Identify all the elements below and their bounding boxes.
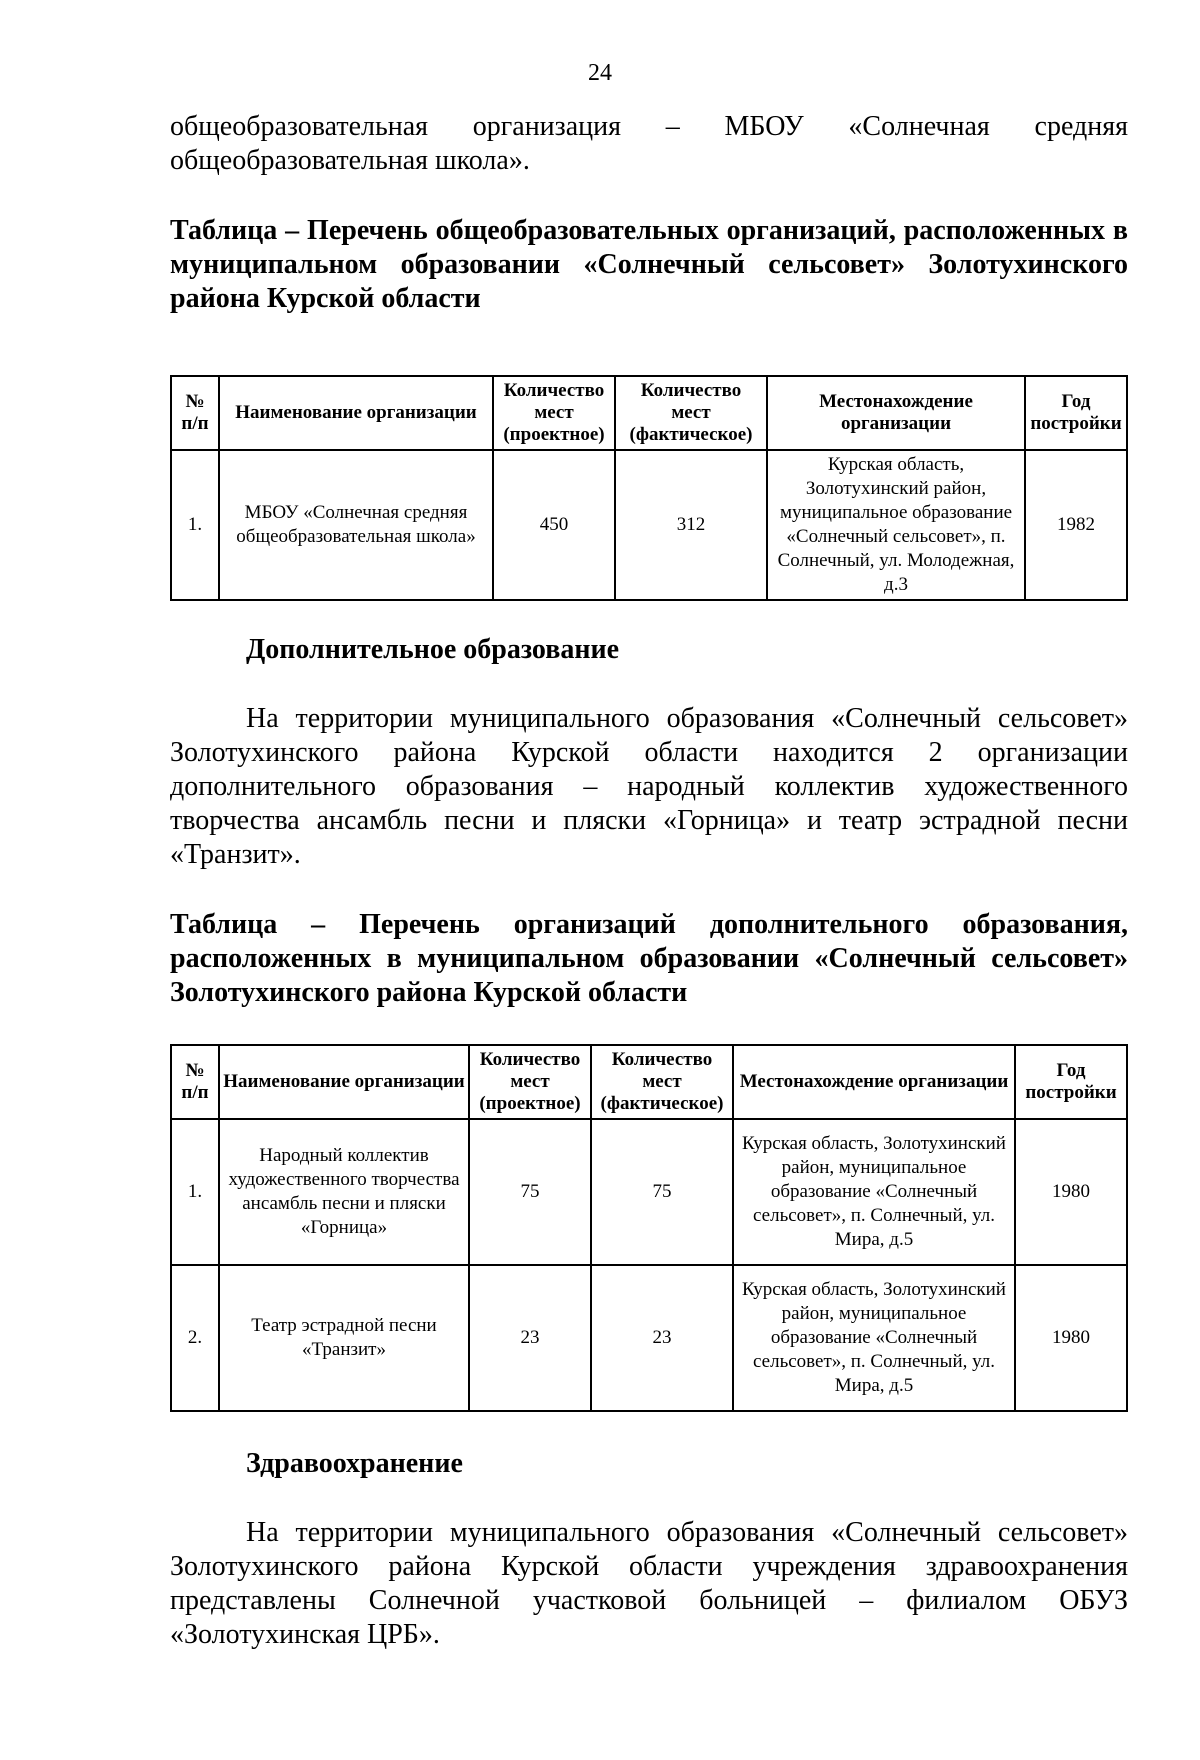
col-header: Наименование организации <box>219 1045 469 1119</box>
table-row <box>171 1119 1127 1265</box>
cell-capacity-design: 23 <box>469 1265 591 1411</box>
table-header-row <box>171 376 1127 450</box>
healthcare-paragraph: На территории муниципального образования «Солнечный сельсовет» Золотухинского района Курской области учреждения здравоохранения представлены Солнечной участковой больницей – филиалом ОБУЗ «Золотухинская ЦРБ». <box>170 1517 1128 1650</box>
schools-table <box>170 375 1128 601</box>
col-header: Количество мест (фактическое) <box>591 1045 733 1119</box>
table1-title: Таблица – Перечень общеобразовательных организаций, расположенных в муниципальном образовании «Солнечный сельсовет» Золотухинского района Курской области <box>170 215 1128 314</box>
col-header: Год постройки <box>1015 1045 1127 1119</box>
col-header: Количество мест (проектное) <box>493 376 615 450</box>
cell-capacity-actual: 75 <box>591 1119 733 1265</box>
cell-number: 1. <box>171 1119 219 1265</box>
table-row <box>171 1265 1127 1411</box>
col-header: Количество мест (фактическое) <box>615 376 767 450</box>
col-header: № п/п <box>171 1045 219 1119</box>
cell-org-name: Театр эстрадной песни «Транзит» <box>219 1265 469 1411</box>
table-header-row <box>171 1045 1127 1119</box>
cell-number: 2. <box>171 1265 219 1411</box>
cell-location: Курская область, Золотухинский район, муниципальное образование «Солнечный сельсовет», п. Солнечный, ул. Мира, д.5 <box>733 1265 1015 1411</box>
cell-capacity-actual: 23 <box>591 1265 733 1411</box>
col-header: Местонахождение организации <box>733 1045 1015 1119</box>
cell-org-name: Народный коллектив художественного творчества ансамбль песни и пляски «Горница» <box>219 1119 469 1265</box>
intro-paragraph: общеобразовательная организация – МБОУ «Солнечная средняя общеобразовательная школа». <box>170 111 1128 176</box>
page-number: 24 <box>588 60 612 86</box>
cell-location: Курская область, Золотухинский район, муниципальное образование «Солнечный сельсовет», п. Солнечный, ул. Мира, д.5 <box>733 1119 1015 1265</box>
cell-org-name: МБОУ «Солнечная средняя общеобразовательная школа» <box>219 450 493 600</box>
section-heading-healthcare: Здравоохранение <box>246 1448 463 1479</box>
cell-year: 1980 <box>1015 1265 1127 1411</box>
cell-capacity-design: 450 <box>493 450 615 600</box>
cell-number: 1. <box>171 450 219 600</box>
cell-year: 1982 <box>1025 450 1127 600</box>
cell-capacity-actual: 312 <box>615 450 767 600</box>
table-row <box>171 450 1127 600</box>
cell-year: 1980 <box>1015 1119 1127 1265</box>
table2-title: Таблица – Перечень организаций дополнительного образования, расположенных в муниципальном образовании «Солнечный сельсовет» Золотухинского района Курской области <box>170 909 1128 1008</box>
additional-education-table <box>170 1044 1128 1412</box>
additional-education-paragraph: На территории муниципального образования «Солнечный сельсовет» Золотухинского района Курской области находится 2 организации дополнительного образования – народный коллектив художественного творчества ансамбль песни и пляски «Горница» и театр эстрадной песни «Транзит». <box>170 703 1128 870</box>
col-header: Местонахождение организации <box>767 376 1025 450</box>
col-header: Год постройки <box>1025 376 1127 450</box>
col-header: № п/п <box>171 376 219 450</box>
col-header: Наименование организации <box>219 376 493 450</box>
cell-capacity-design: 75 <box>469 1119 591 1265</box>
cell-location: Курская область, Золотухинский район, муниципальное образование «Солнечный сельсовет», п. Солнечный, ул. Молодежная, д.3 <box>767 450 1025 600</box>
col-header: Количество мест (проектное) <box>469 1045 591 1119</box>
section-heading-additional-education: Дополнительное образование <box>246 634 620 665</box>
